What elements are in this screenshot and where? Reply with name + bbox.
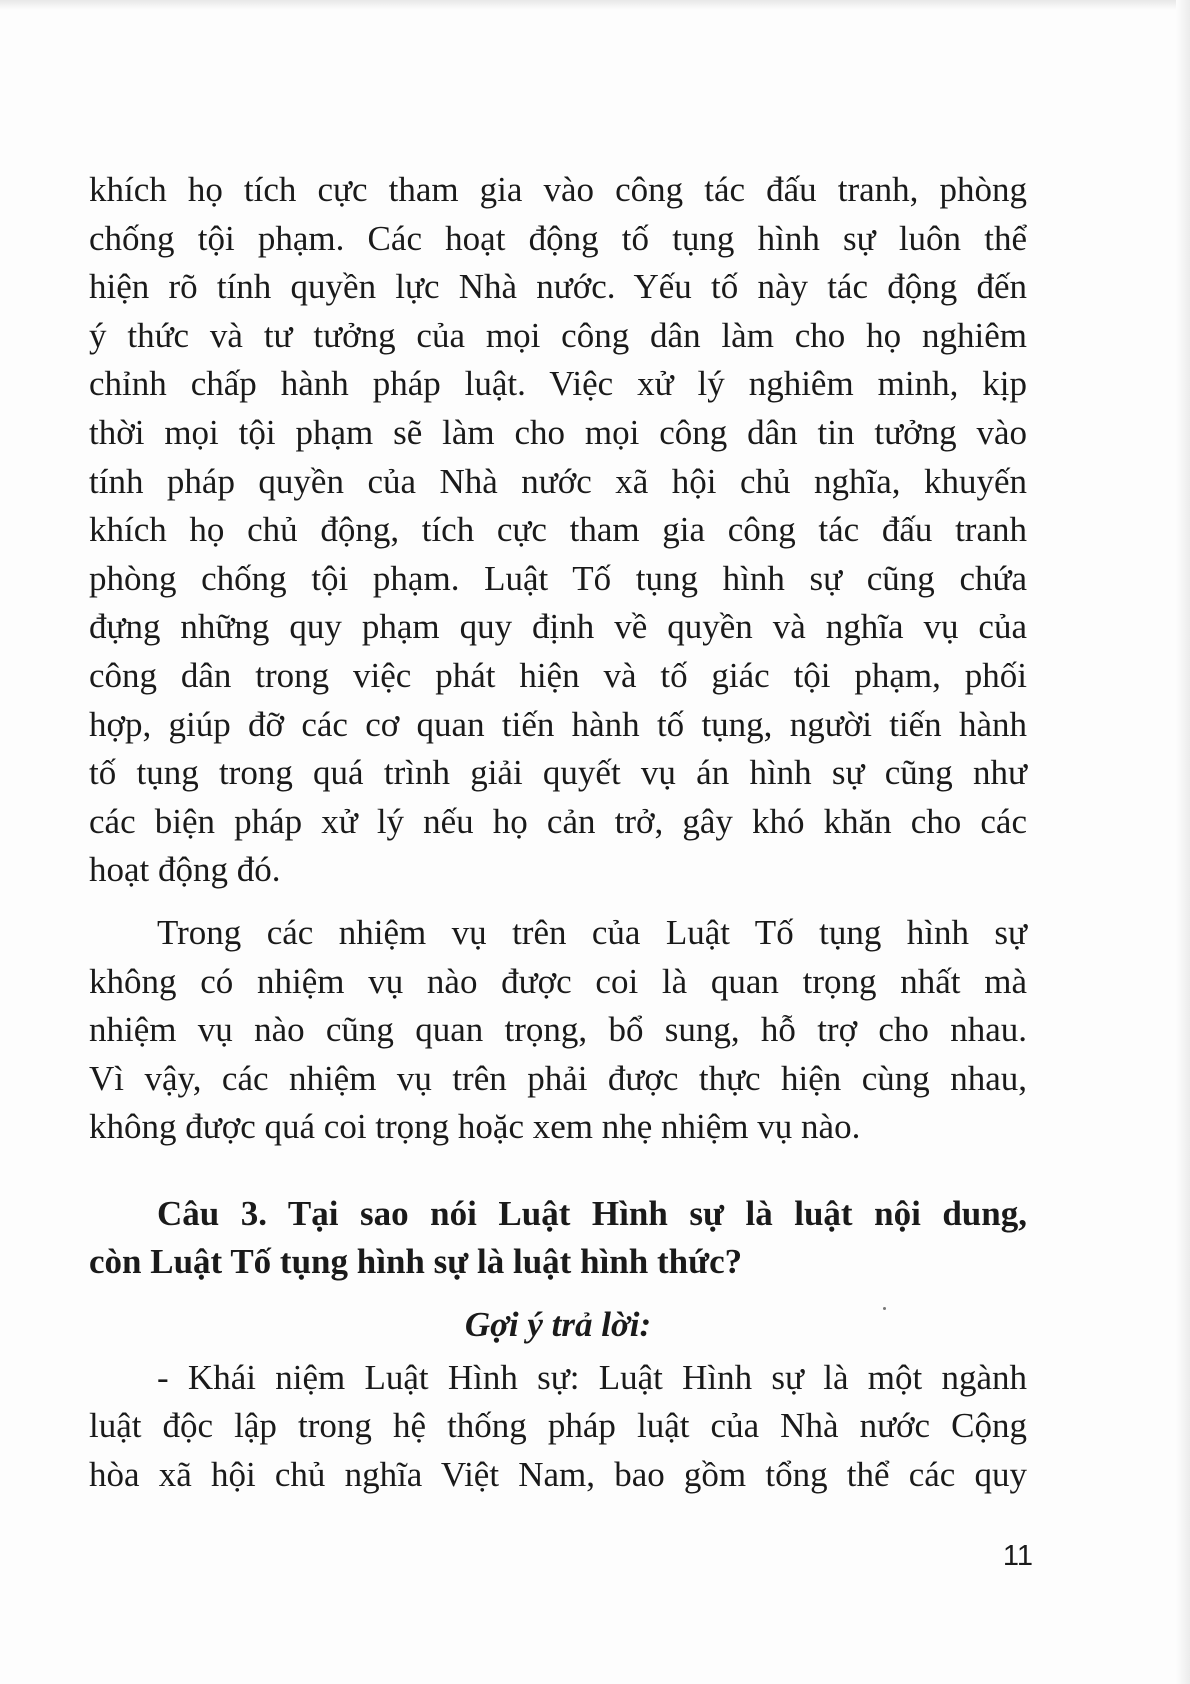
text-line: Vì vậy, các nhiệm vụ trên phải được thực hiện cùng nhau, bbox=[89, 1058, 1027, 1098]
page-body bbox=[89, 166, 1027, 1499]
question-heading bbox=[89, 1190, 1027, 1287]
text-line: khích họ tích cực tham gia vào công tác đấu tranh, phòng bbox=[89, 170, 1027, 209]
text-line: ý thức và tư tưởng của mọi công dân làm cho họ nghiêm bbox=[89, 315, 1027, 355]
text-line: không có nhiệm vụ nào được coi là quan trọng nhất mà bbox=[89, 961, 1027, 1001]
text-line: chỉnh chấp hành pháp luật. Việc xử lý nghiêm minh, kịp bbox=[89, 364, 1027, 404]
paragraph-1 bbox=[89, 166, 1027, 895]
text-line: khích họ chủ động, tích cực tham gia công tác đấu tranh bbox=[89, 510, 1027, 550]
heading-line: còn Luật Tố tụng hình sự là luật hình thức? bbox=[89, 1242, 743, 1282]
text-line: hòa xã hội chủ nghĩa Việt Nam, bao gồm tổng thể các quy bbox=[89, 1454, 1027, 1494]
scan-speck bbox=[883, 1307, 886, 1310]
answer-hint bbox=[89, 1301, 1027, 1350]
text-line: chống tội phạm. Các hoạt động tố tụng hình sự luôn thể bbox=[89, 218, 1027, 258]
scan-right-edge bbox=[1176, 0, 1190, 1684]
paragraph-2 bbox=[89, 909, 1027, 1152]
heading-line: Câu 3. Tại sao nói Luật Hình sự là luật nội dung, bbox=[157, 1193, 1027, 1233]
scan-top-edge bbox=[0, 0, 1190, 10]
page-number: 11 bbox=[1002, 1540, 1033, 1572]
text-line: hợp, giúp đỡ các cơ quan tiến hành tố tụng, người tiến hành bbox=[89, 704, 1027, 744]
text-line: - Khái niệm Luật Hình sự: Luật Hình sự là một ngành bbox=[157, 1357, 1027, 1397]
text-line: hiện rõ tính quyền lực Nhà nước. Yếu tố này tác động đến bbox=[89, 267, 1027, 307]
text-line: thời mọi tội phạm sẽ làm cho mọi công dân tin tưởng vào bbox=[89, 412, 1027, 452]
paragraph-3 bbox=[89, 1354, 1027, 1500]
answer-hint-label: Gợi ý trả lời: bbox=[464, 1305, 652, 1345]
text-line: hoạt động đó. bbox=[89, 850, 281, 890]
text-line: Trong các nhiệm vụ trên của Luật Tố tụng hình sự bbox=[157, 912, 1027, 952]
text-line: không được quá coi trọng hoặc xem nhẹ nhiệm vụ nào. bbox=[89, 1107, 861, 1147]
text-line: tính pháp quyền của Nhà nước xã hội chủ nghĩa, khuyến bbox=[89, 461, 1027, 501]
text-line: các biện pháp xử lý nếu họ cản trở, gây khó khăn cho các bbox=[89, 801, 1027, 841]
text-line: tố tụng trong quá trình giải quyết vụ án hình sự cũng như bbox=[89, 753, 1027, 793]
text-line: luật độc lập trong hệ thống pháp luật của Nhà nước Cộng bbox=[89, 1406, 1027, 1446]
text-line: đựng những quy phạm quy định về quyền và nghĩa vụ của bbox=[89, 607, 1027, 647]
text-line: nhiệm vụ nào cũng quan trọng, bổ sung, hỗ trợ cho nhau. bbox=[89, 1010, 1027, 1050]
text-line: công dân trong việc phát hiện và tố giác tội phạm, phối bbox=[89, 655, 1027, 695]
text-line: phòng chống tội phạm. Luật Tố tụng hình sự cũng chứa bbox=[89, 558, 1027, 598]
